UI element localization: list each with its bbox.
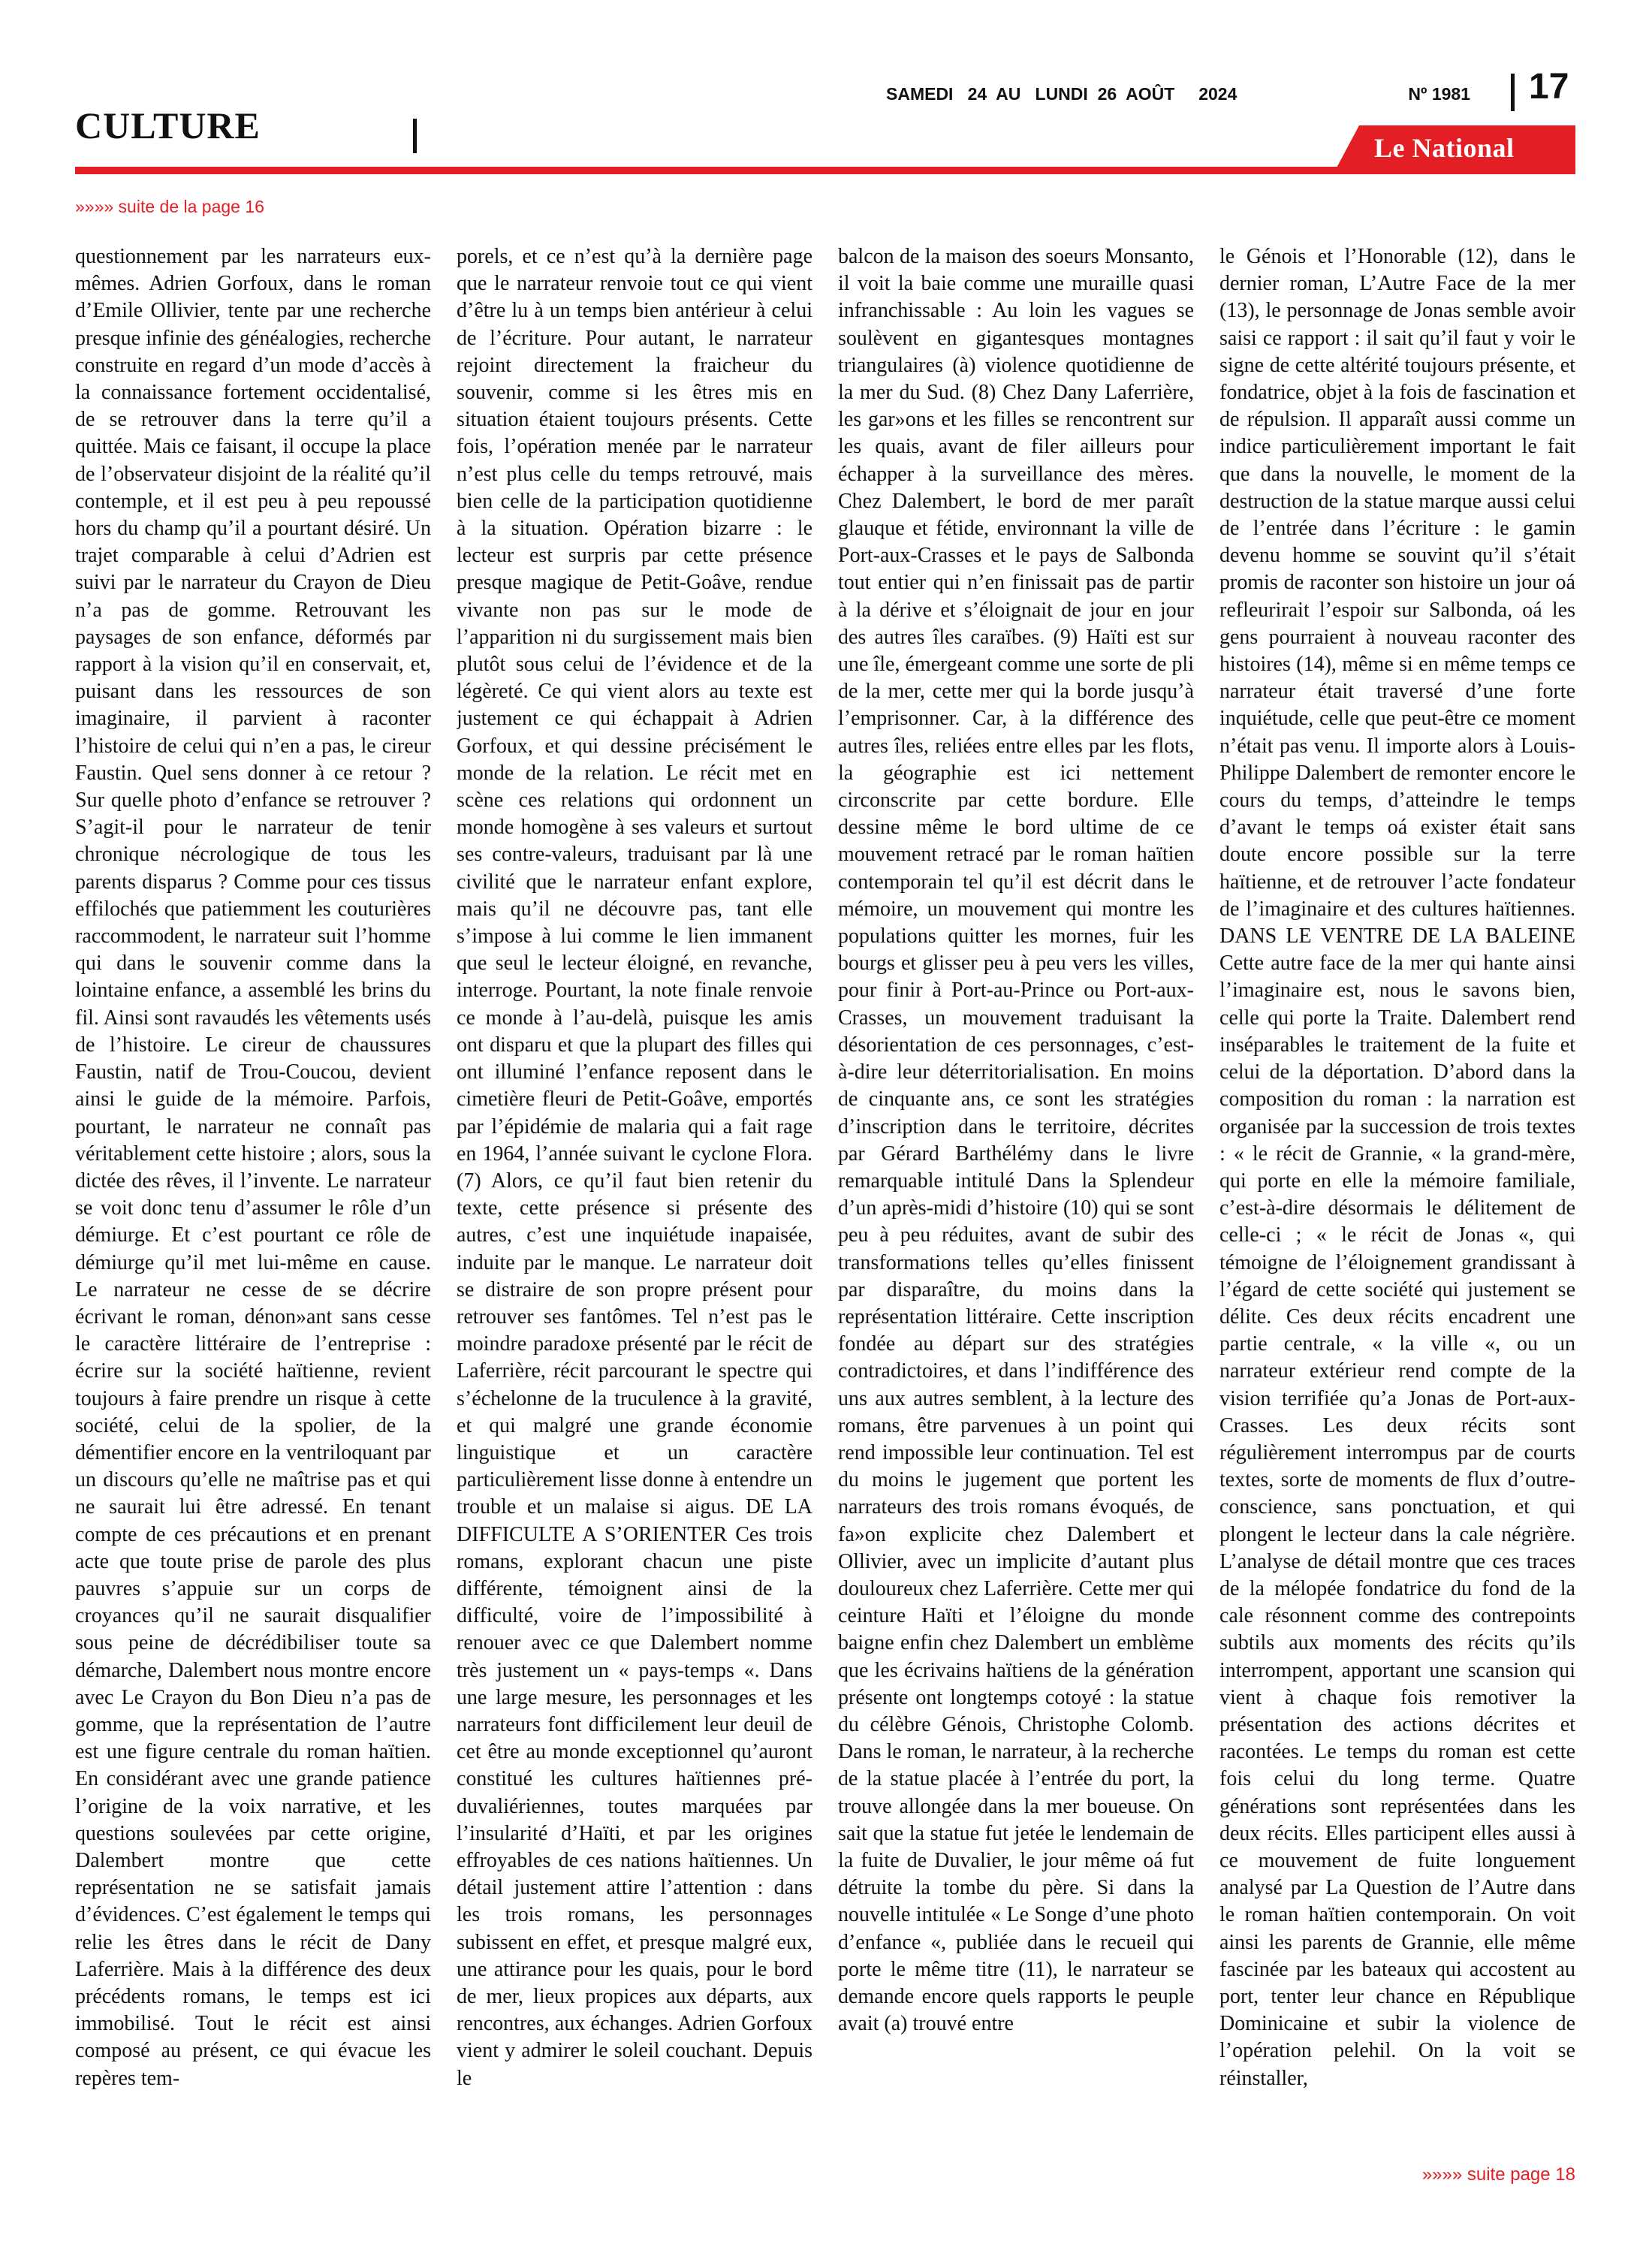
header-separator <box>413 119 417 153</box>
article-body <box>75 243 1575 2143</box>
newspaper-name: Le National <box>1374 133 1515 163</box>
page-number: 17 <box>1529 67 1569 107</box>
article-column-1: questionnement par les narrateurs eux-mêmes. Adrien Gorfoux, dans le roman d’Emile Ollivier, tente par une recherche presque infinie des généalogies, recherche construite en regard d’un mode d’accès à la connaissance fortement occidentalisé, de se retrouver dans la terre qu’il a quittée. Mais ce faisant, il occupe la place de l’observateur disjoint de la réalité qu’il contemple, et il est peu à peu repoussé hors du champ qu’il a pourtant désiré. Un trajet comparable à celui d’Adrien est suivi par le narrateur du Crayon de Dieu n’a pas de gomme. Retrouvant les paysages de son enfance, déformés par rapport à la vision qu’il en conservait, et, puisant dans les ressources de son imaginaire, il parvient à raconter l’histoire de celui qui n’en a pas, le cireur Faustin. Quel sens donner à ce retour ? Sur quelle photo d’enfance se retrouver ? S’agit-il pour le narrateur de tenir chronique nécrologique de tous les parents disparus ? Comme pour ces tissus effilochés que patiemment les couturières raccommodent, le narrateur suit l’homme qui dans le souvenir comme dans la lointaine enfance, a assemblé les brins du fil. Ainsi sont ravaudés les vêtements usés de l’histoire. Le cireur de chaussures Faustin, natif de Trou-Coucou, devient ainsi le guide de la mémoire. Parfois, pourtant, le narrateur ne connaît pas véritablement cette histoire ; alors, sous la dictée des rêves, il l’invente. Le narrateur se voit donc tenu d’assumer le rôle d’un démiurge. Et c’est pourtant ce rôle de démiurge qu’il met lui-même en cause. Le narrateur ne cesse de se décrire écrivant le roman, dénon»ant sans cesse le caractère littéraire de l’entreprise : écrire sur la société haïtienne, revient toujours à faire prendre un risque à cette société, celui de la spolier, de la démentifier encore en la ventriloquant par un discours qu’elle ne maîtrise pas et qui ne saurait lui être adressé. En tenant compte de ces précautions et en prenant acte que toute prise de parole des plus pauvres s’appuie sur un corps de croyances qu’il ne saurait disqualifier sous peine de décrédibiliser toute sa démarche, Dalembert nous montre encore avec Le Crayon du Bon Dieu n’a pas de gomme, que la représentation de l’autre est une figure centrale du roman haïtien. En considérant avec une grande patience l’origine de la voix narrative, et les questions soulevées par cette origine, Dalembert montre que cette représentation ne se satisfait jamais d’évidences. C’est également le temps qui relie les êtres dans le récit de Dany Laferrière. Mais à la différence des deux précédents romans, le temps est ici immobilisé. Tout le récit est ainsi composé au présent, ce qui évacue les repères tem- <box>75 245 431 2090</box>
dateline <box>886 84 1494 104</box>
continued-from-link[interactable]: »»»» suite de la page 16 <box>75 197 264 216</box>
article-column-3: balcon de la maison des soeurs Monsanto, il voit la baie comme une muraille quasi infranchissable : Au loin les vagues se soulèvent en gigantesques montagnes triangulaires (à) violence quotidienne de la mer du Sud. (8) Chez Dany Laferrière, les gar»ons et les filles se rencontrent sur les quais, avant de filer ailleurs pour échapper à la surveillance des mères. Chez Dalembert, le bord de mer paraît glauque et fétide, environnant la ville de Port-aux-Crasses et le pays de Salbonda tout entier qui n’en finissait pas de partir à la dérive et s’éloignait de jour en jour des autres îles caraïbes. (9) Haïti est sur une île, émergeant comme une sorte de pli de la mer, cette mer qui la borde jusqu’à l’emprisonner. Car, à la différence des autres îles, reliées entre elles par les flots, la géographie est ici nettement circonscrite par cette bordure. Elle dessine même le bord ultime de ce mouvement retracé par le roman haïtien contemporain tel qu’il est décrit dans le mémoire, un mouvement qui montre les populations quitter les mornes, fuir les bourgs et glisser peu à peu vers les villes, pour finir à Port-au-Prince ou Port-aux-Crasses, un mouvement traduisant la désorientation de ces personnages, c’est-à-dire leur déterritorialisation. En moins de cinquante ans, ce sont les stratégies d’inscription dans le territoire, décrites par Gérard Barthélémy dans le livre remarquable intitulé Dans la Splendeur d’un après-midi d’histoire (10) qui se sont peu à peu réduites, avant de subir des transformations telles qu’elles finissent par disparaître, du moins dans la représentation littéraire. Cette inscription fondée au départ sur des stratégies contradictoires, et dans l’indifférence des uns aux autres semblent, à la lecture des romans, être parvenues à un point qui rend impossible leur continuation. Tel est du moins le jugement que portent les narrateurs des trois romans évoqués, de fa»on explicite chez Dalembert et Ollivier, avec un implicite d’autant plus douloureux chez Laferrière. Cette mer qui ceinture Haïti et l’éloigne du monde baigne enfin chez Dalembert un emblème que les écrivains haïtiens de la génération présente ont longtemps cotoyé : la statue du célèbre Génois, Christophe Colomb. Dans le roman, le narrateur, à la recherche de la statue placée à l’entrée du port, la trouve allongée dans la mer boueuse. On sait que la statue fut jetée le lendemain de la fuite de Duvalier, le jour même oá fut détruite la tombe du père. Si dans la nouvelle intitulée « Le Songe d’une photo d’enfance «, publiée dans le recueil qui porte le même titre (11), le narrateur se demande encore quels rapports le peuple avait (a) trouvé entre <box>838 245 1194 2036</box>
issue-date: SAMEDI 24 AU LUNDI 26 AOÛT 2024 <box>886 84 1237 104</box>
issue-number: Nº 1981 <box>1408 84 1470 104</box>
page-number-separator <box>1511 74 1515 111</box>
section-title: CULTURE <box>75 104 261 146</box>
article-column-2: porels, et ce n’est qu’à la dernière page que le narrateur renvoie tout ce qui vient d’être lu à un temps bien antérieur à celui de l’écriture. Pour autant, le narrateur rejoint directement la fraicheur du souvenir, comme si les êtres mis en situation étaient toujours présents. Cette fois, l’opération menée par le narrateur n’est plus celle du temps retrouvé, mais bien celle de la participation quotidienne à la situation. Opération bizarre : le lecteur est surpris par cette présence presque magique de Petit-Goâve, rendue vivante non pas sur le mode de l’apparition ni du surgissement mais bien plutôt sous celui de l’évidence et de la légèreté. Ce qui vient alors au texte est justement ce qui échappait à Adrien Gorfoux, et qui dessine précisément le monde de la relation. Le récit met en scène ces relations qui ordonnent un monde homogène à ses valeurs et surtout ses contre-valeurs, traduisant par là une civilité que le narrateur enfant explore, mais qu’il ne découvre pas, tant elle s’impose à lui comme le lien immanent que seul le lecteur éloigné, en revanche, interroge. Pourtant, la note finale renvoie ce monde à l’au-delà, puisque les amis ont disparu et que la plupart des filles qui ont illuminé l’enfance reposent dans le cimetière fleuri de Petit-Goâve, emportés par l’épidémie de malaria qui a fait rage en 1964, l’année suivant le cyclone Flora. (7) Alors, ce qu’il faut bien retenir du texte, cette présence si présente des autres, c’est une inquiétude inapaisée, induite par le manque. Le narrateur doit se distraire de son propre présent pour retrouver ses fantômes. Tel n’est pas le moindre paradoxe présenté par le récit de Laferrière, récit parcourant le spectre qui s’échelonne de la truculence à la gravité, et qui malgré une grande économie linguistique et un caractère particulièrement lisse donne à entendre un trouble et un malaise si aigus. DE LA DIFFICULTE A S’ORIENTER Ces trois romans, explorant chacun une piste différente, témoignent ainsi de la difficulté, voire de l’impossibilité à renouer avec ce que Dalembert nomme très justement un « pays-temps «. Dans une large mesure, les personnages et les narrateurs font difficilement leur deuil de cet être au monde exceptionnel qu’auront constitué les cultures haïtiennes pré-duvaliériennes, toutes marquées par l’insularité d’Haïti, et par les origines effroyables de ces nations haïtiennes. Un détail justement attire l’attention : dans les trois romans, les personnages subissent en effet, et presque malgré eux, une attirance pour les quais, pour le bord de mer, lieux propices aux départs, aux rencontres, aux échanges. Adrien Gorfoux vient y admirer le soleil couchant. Depuis le <box>457 245 812 2090</box>
continued-to-link[interactable]: »»»» suite page 18 <box>1421 2164 1575 2185</box>
article-column-4: le Génois et l’Honorable (12), dans le dernier roman, L’Autre Face de la mer (13), le personnage de Jonas semble avoir saisi ce rapport : il sait qu’il faut y voir le signe de cette altérité toujours présente, et fondatrice, objet à la fois de fascination et de répulsion. Il apparaît aussi comme un indice particulièrement important le fait que dans la nouvelle, le moment de la destruction de la statue marque aussi celui de l’entrée dans l’écriture : le gamin devenu homme se souvint qu’il s’était promis de raconter son histoire un jour oá refleurirait l’espoir sur Salbonda, oá les gens pourraient à nouveau raconter des histoires (14), même si en même temps ce narrateur était traversé d’une forte inquiétude, celle que peut-être ce moment n’était pas venu. Il importe alors à Louis-Philippe Dalembert de remonter encore le cours du temps, d’atteindre le temps d’avant le temps oá exister était sans doute encore possible sur la terre haïtienne, et de retrouver l’acte fondateur de l’imaginaire et des cultures haïtiennes. DANS LE VENTRE DE LA BALEINE Cette autre face de la mer qui hante ainsi l’imaginaire est, nous le savons bien, celle qui porte la Traite. Dalembert rend inséparables le traitement de la fuite et celui de la déportation. D’abord dans la composition du roman : la narration est organisée par la succession de trois textes : « le récit de Grannie, « la grand-mère, qui porte en elle la mémoire familiale, c’est-à-dire désormais le délitement de celle-ci ; « le récit de Jonas «, qui témoigne de l’éloignement grandissant à l’égard de cette société qui justement se délite. Ces deux récits encadrent une partie centrale, « la ville «, ou un narrateur extérieur rend compte de la vision terrifiée qu’a Jonas de Port-aux-Crasses. Les deux récits sont régulièrement interrompus par de courts textes, sorte de moments de flux d’outre-conscience, sans ponctuation, et qui plongent le lecteur dans la cale négrière. L’analyse de détail montre que ces traces de la mélopée fondatrice du fond de la cale résonnent comme des contrepoints subtils aux moments des récits qu’ils interrompent, apportant une scansion qui vient à chaque fois remotiver la présentation des actions décrites et racontées. Le temps du roman est cette fois celui du long terme. Quatre générations sont représentées dans les deux récits. Elles participent elles aussi à ce mouvement de fuite longuement analysé par La Question de l’Autre dans le roman haïtien contemporain. On voit ainsi les parents de Grannie, elle même fascinée par les bateaux qui accostent au port, tenter leur chance en République Dominicaine et subir la violence de l’opération pelehil. On la voit se réinstaller, <box>1219 245 1575 2090</box>
